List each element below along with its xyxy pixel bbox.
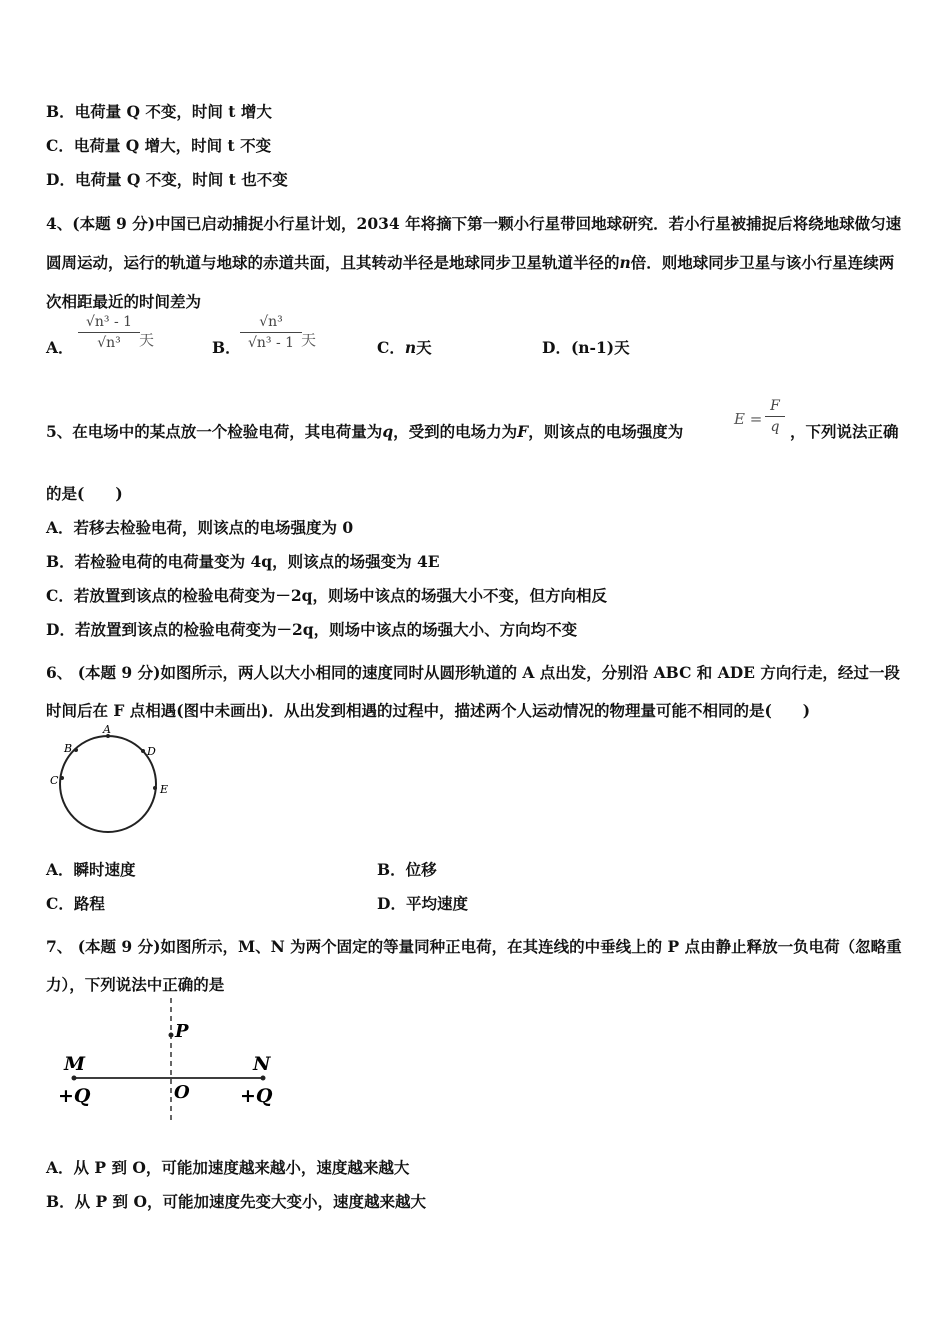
label-d: D xyxy=(147,745,156,758)
q7-stem: 7、 (本题 9 分)如图所示，M、N 为两个固定的等量同种正电荷，在其连线的中垂线上的 P 点由静止释放一负电荷（忽略重力），下列说法中正确的是 xyxy=(46,937,902,994)
q6-stem: 6、 (本题 9 分)如图所示，两人以大小相同的速度同时从圆形轨道的 A 点出发，分别沿 ABC 和 ADE 方向行走，经过一段时间后在 F 点相遇(图中未画出)．从出发到相遇的过程中，描述两个人运动情况的物理量可能不相同的是( ) xyxy=(46,663,900,720)
q5-stem-line1: 5、在电场中的某点放一个检验电荷，其电荷量为q，受到的电场力为F，则该点的电场强度为 xyxy=(46,422,684,441)
q4-option-a-unit: 天 xyxy=(139,331,155,349)
q4-stem: 4、(本题 9 分)中国已启动捕捉小行星计划，2034 年将摘下第一颗小行星带回地球研究．若小行星被捕捉后将绕地球做匀速圆周运动，运行的轨道与地球的赤道共面，且其转动半径是地球同步卫星轨道半径的n倍．则地球同步卫星与该小行星连续两次相距最近的时间差为 xyxy=(46,214,902,311)
q7-option-b: B．从 P 到 O，可能加速度先变大变小，速度越来越大 xyxy=(46,1192,426,1211)
point-c xyxy=(60,776,64,780)
q7-option-a: A．从 P 到 O，可能加速度越来越小，速度越来越大 xyxy=(46,1158,410,1177)
q5-stem-line1-end: ，下列说法正确 xyxy=(790,422,899,441)
label-e: E xyxy=(160,783,169,796)
q5-option-d: D．若放置到该点的检验电荷变为－2q，则场中该点的场强大小、方向均不变 xyxy=(46,620,578,639)
label-m: M xyxy=(64,1053,86,1075)
q6-option-c: C．路程 xyxy=(46,894,105,913)
q4-option-b-fraction: √n³ √n³ - 1 xyxy=(240,314,302,351)
q6-option-d: D．平均速度 xyxy=(377,894,468,913)
label-p: P xyxy=(175,1021,189,1042)
q4-option-b-unit: 天 xyxy=(301,331,317,349)
q5-option-a: A．若移去检验电荷，则该点的电场强度为 0 xyxy=(46,518,354,537)
label-o: O xyxy=(174,1082,190,1103)
q3-option-d: D．电荷量 Q 不变，时间 t 也不变 xyxy=(46,170,288,189)
q3-option-c: C．电荷量 Q 增大，时间 t 不变 xyxy=(46,136,272,155)
q4-option-c: C．n天 xyxy=(377,338,432,357)
q4-option-b-label: B． xyxy=(212,338,241,357)
q4-option-a-label: A． xyxy=(46,338,74,357)
point-e xyxy=(153,786,157,790)
q3-option-b: B．电荷量 Q 不变，时间 t 增大 xyxy=(46,102,272,121)
charge-m xyxy=(72,1076,77,1081)
label-charge-m: +Q xyxy=(58,1085,91,1107)
label-c: C xyxy=(50,774,59,787)
label-charge-n: +Q xyxy=(240,1085,273,1107)
q6-option-a: A．瞬时速度 xyxy=(46,860,136,879)
q5-formula-lhs: E = xyxy=(734,410,763,428)
charge-n xyxy=(261,1076,266,1081)
q4-option-a-fraction: √n³ - 1 √n³ xyxy=(78,314,140,351)
q5-stem-line2: 的是( ) xyxy=(46,484,123,503)
q7-charges-figure xyxy=(50,994,290,1124)
q4-option-d: D．(n-1)天 xyxy=(542,338,630,357)
q5-formula-fraction: F q xyxy=(765,398,785,435)
label-a: A xyxy=(103,723,111,736)
label-b: B xyxy=(64,742,73,755)
label-n: N xyxy=(253,1053,271,1075)
q5-option-c: C．若放置到该点的检验电荷变为－2q，则场中该点的场强大小不变，但方向相反 xyxy=(46,586,607,605)
q6-circle-figure xyxy=(40,722,190,846)
q5-option-b: B．若检验电荷的电荷量变为 4q，则该点的场强变为 4E xyxy=(46,552,440,571)
point-b xyxy=(74,748,78,752)
point-p xyxy=(169,1033,174,1038)
q6-option-b: B．位移 xyxy=(377,860,437,879)
point-d xyxy=(141,749,145,753)
